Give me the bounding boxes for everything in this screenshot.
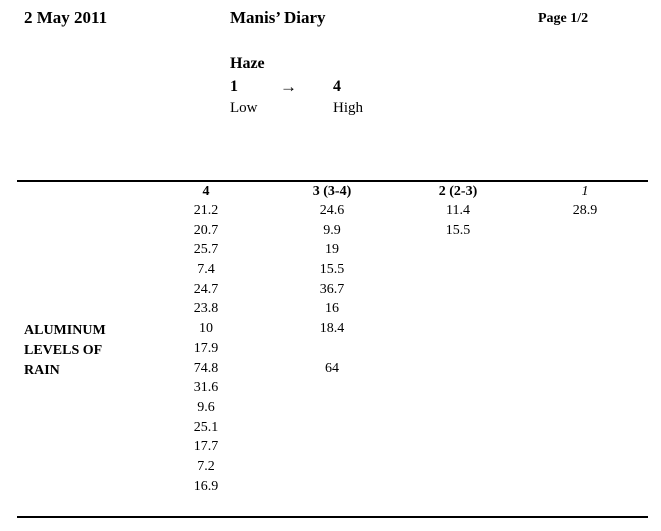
- row-label-line: ALUMINUM: [24, 323, 106, 338]
- right-arrow-icon: →: [280, 77, 297, 96]
- value-cell: 7.4: [197, 262, 215, 278]
- value-cell: 23.8: [193, 301, 219, 317]
- diary-date: 2 May 2011: [24, 8, 108, 27]
- value-cell: 9.9: [323, 222, 341, 238]
- table-bottom-rule: [17, 516, 648, 518]
- value-cell: 17.7: [193, 439, 219, 455]
- value-cell: 36.7: [319, 281, 345, 297]
- value-cell: 21.2: [193, 203, 219, 218]
- haze-column-1: [545, 183, 625, 221]
- row-label-line: LEVELS OF: [24, 343, 103, 358]
- haze-scale-low-text: Low: [230, 100, 258, 116]
- haze-column-3: [292, 183, 372, 378]
- value-cell: 24.7: [193, 281, 219, 297]
- value-cell: 25.7: [193, 242, 219, 258]
- page-number: Page 1/2: [538, 11, 589, 26]
- haze-column-2: [418, 183, 498, 240]
- value-cell: [292, 339, 372, 359]
- column-heading: 4: [202, 184, 210, 199]
- value-cell: 64: [325, 360, 339, 376]
- value-cell: 16: [325, 301, 339, 317]
- column-heading: 3 (3-4): [312, 184, 352, 199]
- haze-column-4: [166, 183, 246, 496]
- value-cell: 74.8: [193, 360, 219, 376]
- column-heading: 2 (2-3): [438, 184, 478, 199]
- value-cell: 28.9: [572, 203, 598, 218]
- column-values: [545, 201, 625, 221]
- value-cell: 31.6: [193, 380, 219, 396]
- table-top-rule: [17, 180, 648, 182]
- column-heading: 1: [581, 184, 589, 199]
- row-label: [24, 321, 154, 381]
- haze-scale-high-value: 4: [333, 78, 341, 95]
- column-values: [166, 201, 246, 496]
- value-cell: 10: [199, 321, 213, 337]
- column-values: [292, 201, 372, 378]
- value-cell: 18.4: [319, 321, 345, 337]
- diary-title: Manis’ Diary: [230, 8, 326, 27]
- value-cell: 20.7: [193, 222, 219, 238]
- value-cell: 11.4: [446, 203, 470, 218]
- value-cell: 17.9: [193, 340, 219, 356]
- value-cell: 15.5: [445, 222, 471, 238]
- haze-scale-low-value: 1: [230, 78, 238, 95]
- haze-label: Haze: [230, 55, 265, 72]
- haze-scale-high-text: High: [333, 100, 363, 116]
- value-cell: 25.1: [193, 419, 219, 435]
- value-cell: 15.5: [319, 262, 345, 278]
- value-cell: 19: [325, 242, 339, 258]
- row-label-line: RAIN: [24, 363, 60, 378]
- value-cell: 24.6: [319, 203, 345, 218]
- value-cell: 7.2: [197, 458, 215, 474]
- value-cell: 16.9: [193, 478, 219, 494]
- value-cell: 9.6: [197, 399, 215, 415]
- column-values: [418, 201, 498, 240]
